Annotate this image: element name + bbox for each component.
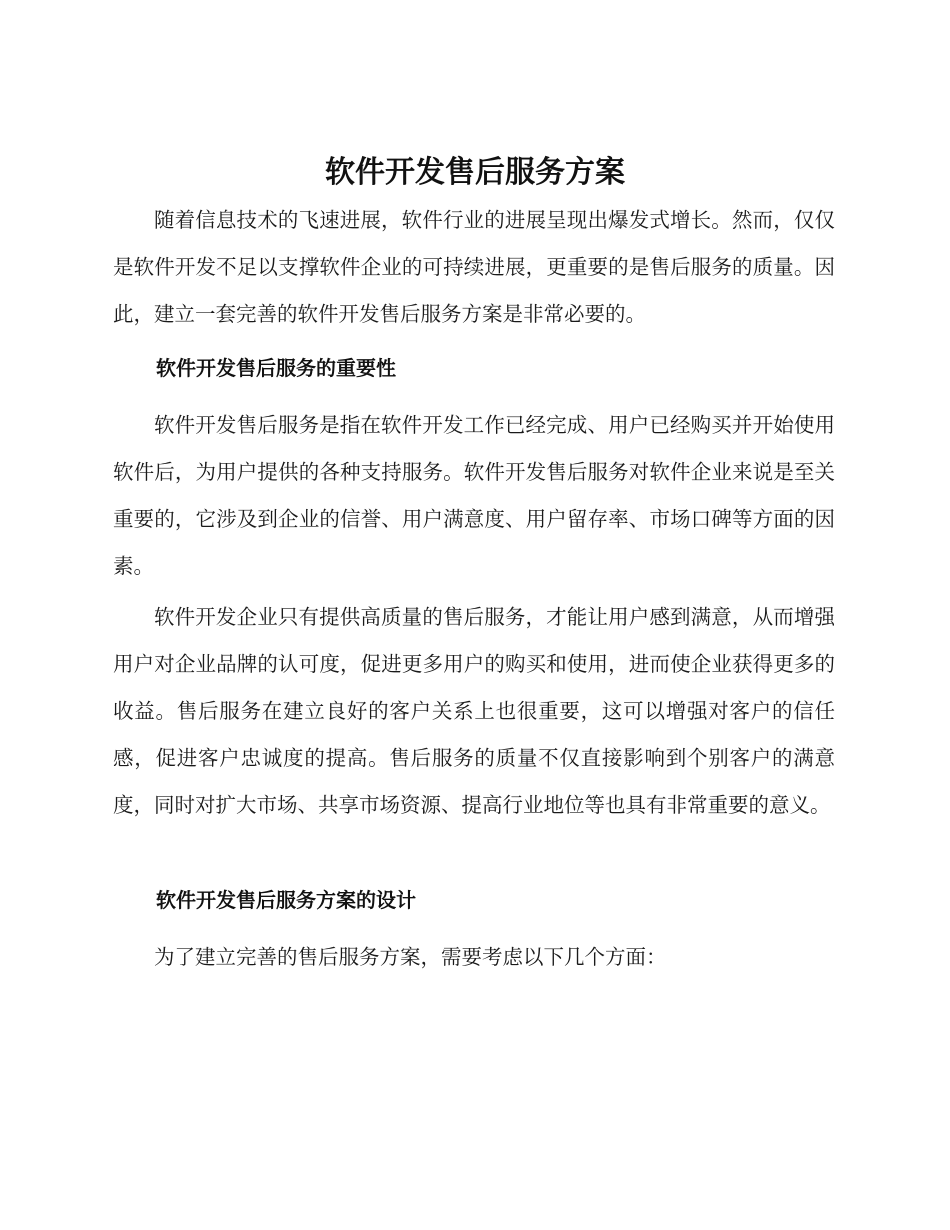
section-heading-design: 软件开发售后服务方案的设计 [156, 888, 416, 912]
intro-paragraph: 随着信息技术的飞速进展，软件行业的进展呈现出爆发式增长。然而，仅仅是软件开发不足以支撑软件企业的可持续进展，更重要的是售后服务的质量。因此，建立一套完善的软件开发售后服务方案是非常必要的。 [113, 208, 835, 326]
section-heading-importance: 软件开发售后服务的重要性 [156, 356, 396, 380]
importance-paragraph-1: 软件开发售后服务是指在软件开发工作已经完成、用户已经购买并开始使用软件后，为用户提供的各种支持服务。软件开发售后服务对软件企业来说是至关重要的，它涉及到企业的信誉、用户满意度、用户留存率、市场口碑等方面的因素。 [113, 413, 835, 578]
importance-paragraph-2: 软件开发企业只有提供高质量的售后服务，才能让用户感到满意，从而增强用户对企业品牌的认可度，促进更多用户的购买和使用，进而使企业获得更多的收益。售后服务在建立良好的客户关系上也很重要，这可以增强对客户的信任感，促进客户忠诚度的提高。售后服务的质量不仅直接影响到个别客户的满意度，同时对扩大市场、共享市场资源、提高行业地位等也具有非常重要的意义。 [113, 605, 835, 817]
design-paragraph-1: 为了建立完善的售后服务方案，需要考虑以下几个方面： [154, 945, 667, 969]
document-title: 软件开发售后服务方案 [325, 155, 625, 190]
